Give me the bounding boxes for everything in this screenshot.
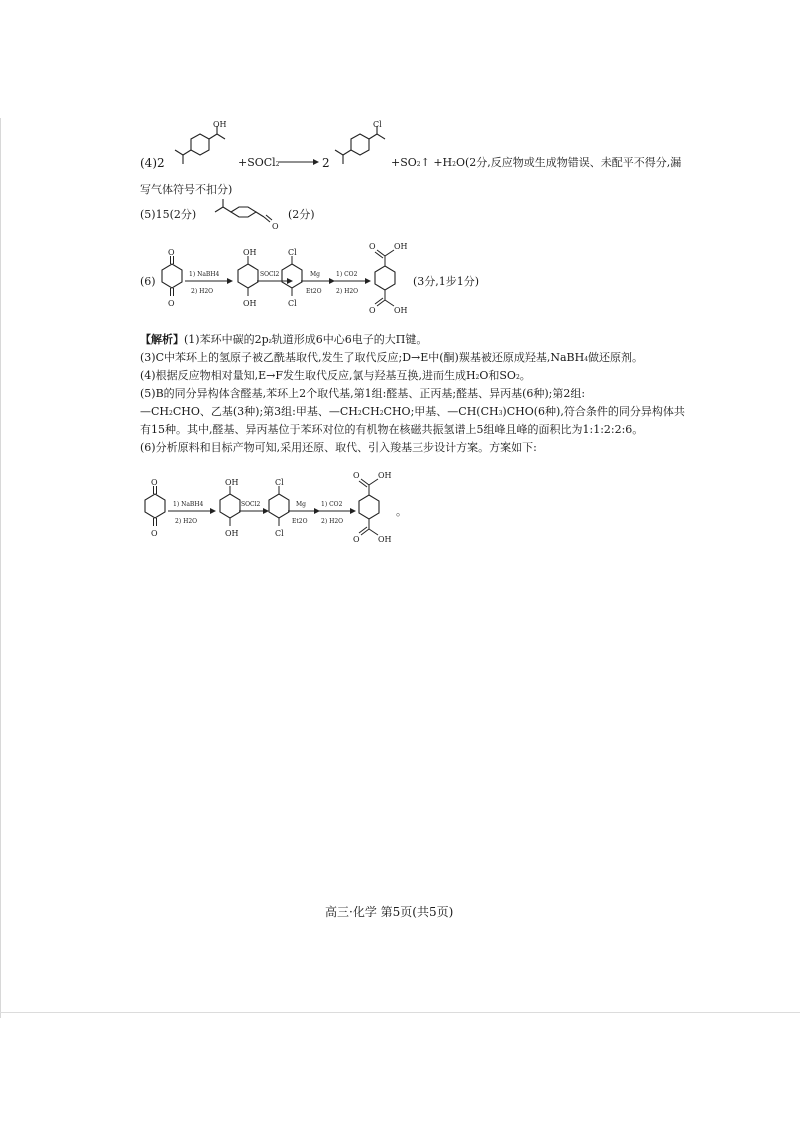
q4-note-line2: 写气体符号不扣分) (140, 183, 233, 196)
analysis-reagent1-top: 1) NaBH4 (173, 501, 204, 508)
q6-cl-top: Cl (288, 248, 297, 257)
q5-aldehyde-structure (215, 195, 295, 235)
q6-oh-top: OH (243, 248, 257, 257)
page-footer: 高三·化学 第5页(共5页) (325, 905, 454, 919)
q6-oh-acid-bottom: OH (394, 306, 408, 315)
analysis-oh-acid-top: OH (378, 471, 392, 480)
q6-score: (3分,1步1分) (413, 275, 480, 288)
q4-label: (4)2 (140, 156, 165, 170)
q4-coef-2: 2 (322, 156, 330, 170)
reaction-arrow (279, 157, 319, 167)
q6-o-top: O (168, 248, 175, 257)
analysis-cl-bottom: Cl (275, 529, 284, 538)
analysis-oh-bottom: OH (225, 529, 239, 538)
q6-reagent1-top: 1) NaBH4 (189, 271, 220, 278)
q5-o-label: O (272, 222, 279, 231)
analysis-o-acid-bottom: O (353, 535, 360, 544)
page-bottom-edge (0, 1012, 800, 1013)
q6-reagent3-top: Mg (310, 271, 320, 278)
q5-label: (5)15(2分) (140, 208, 197, 221)
q5-score: (2分) (288, 208, 315, 221)
q6-reagent4-top: 1) CO2 (336, 271, 358, 278)
q6-o-bottom: O (168, 299, 175, 308)
analysis-reagent4-bottom: 2) H2O (321, 518, 344, 525)
q6-reagent2: SOCl2 (260, 271, 280, 278)
q4-cl-label: Cl (373, 120, 382, 129)
q6-label: (6) (140, 275, 156, 288)
analysis-reagent4-top: 1) CO2 (321, 501, 343, 508)
q4-byproducts: +SO2↑ +H2O(2分,反应物或生成物错误、未配平不得分,漏 (391, 156, 682, 169)
q6-o-acid-bottom: O (369, 306, 376, 315)
q6-oh-bottom: OH (243, 299, 257, 308)
q6-reagent1-bottom: 2) H2O (191, 288, 214, 295)
page-left-edge (0, 118, 1, 1018)
analysis-line-3: (3)C中苯环上的氢原子被乙酰基取代,发生了取代反应;D→E中(酮)羰基被还原成羟基,NaBH4做还原剂。 (140, 351, 644, 364)
analysis-end-mark: 。 (396, 505, 407, 518)
analysis-line-1: 【解析】(1)苯环中碳的2pz轨道形成6中心6电子的大Π键。 (140, 333, 428, 346)
q6-oh-acid-top: OH (394, 242, 408, 251)
analysis-oh-top: OH (225, 478, 239, 487)
q6-cl-bottom: Cl (288, 299, 297, 308)
analysis-reagent1-bottom: 2) H2O (175, 518, 198, 525)
analysis-reagent3-top: Mg (296, 501, 306, 508)
q6-o-acid-top: O (369, 242, 376, 251)
analysis-reagent2: SOCl2 (241, 501, 261, 508)
q4-oh-label: OH (213, 120, 227, 129)
analysis-oh-acid-bottom: OH (378, 535, 392, 544)
analysis-line-6: (6)分析原料和目标产物可知,采用还原、取代、引入羧基三步设计方案。方案如下: (140, 441, 537, 454)
analysis-reagent3-bottom: Et2O (292, 518, 308, 525)
q6-reagent3-bottom: Et2O (306, 288, 322, 295)
analysis-line-5: (5)B的同分异构体含醛基,苯环上2个取代基,第1组:醛基、正丙基;醛基、异丙基(6种);第2组: (140, 387, 586, 400)
analysis-line-4: (4)根据反应物相对量知,E→F发生取代反应,氯与羟基互换,进而生成H2O和SO2。 (140, 369, 531, 382)
analysis-line-5b: —CH2CHO、乙基(3种);第3组:甲基、—CH2CH2CHO;甲基、—CH(CH3)CHO(6种),符合条件的同分异构体共 (140, 405, 685, 418)
analysis-line-5c: 有15种。其中,醛基、异丙基位于苯环对位的有机物在核磁共振氢谱上5组峰且峰的面积比为1:1:2:2:6。 (140, 423, 644, 436)
analysis-o-top: O (151, 478, 158, 487)
q4-product-structure (325, 120, 415, 190)
q6-reagent4-bottom: 2) H2O (336, 288, 359, 295)
analysis-cl-top: Cl (275, 478, 284, 487)
analysis-o-bottom: O (151, 529, 158, 538)
q4-reactant-structure (165, 120, 255, 190)
analysis-o-acid-top: O (353, 471, 360, 480)
q4-plus-socl2: +SOCl2 (238, 156, 280, 169)
